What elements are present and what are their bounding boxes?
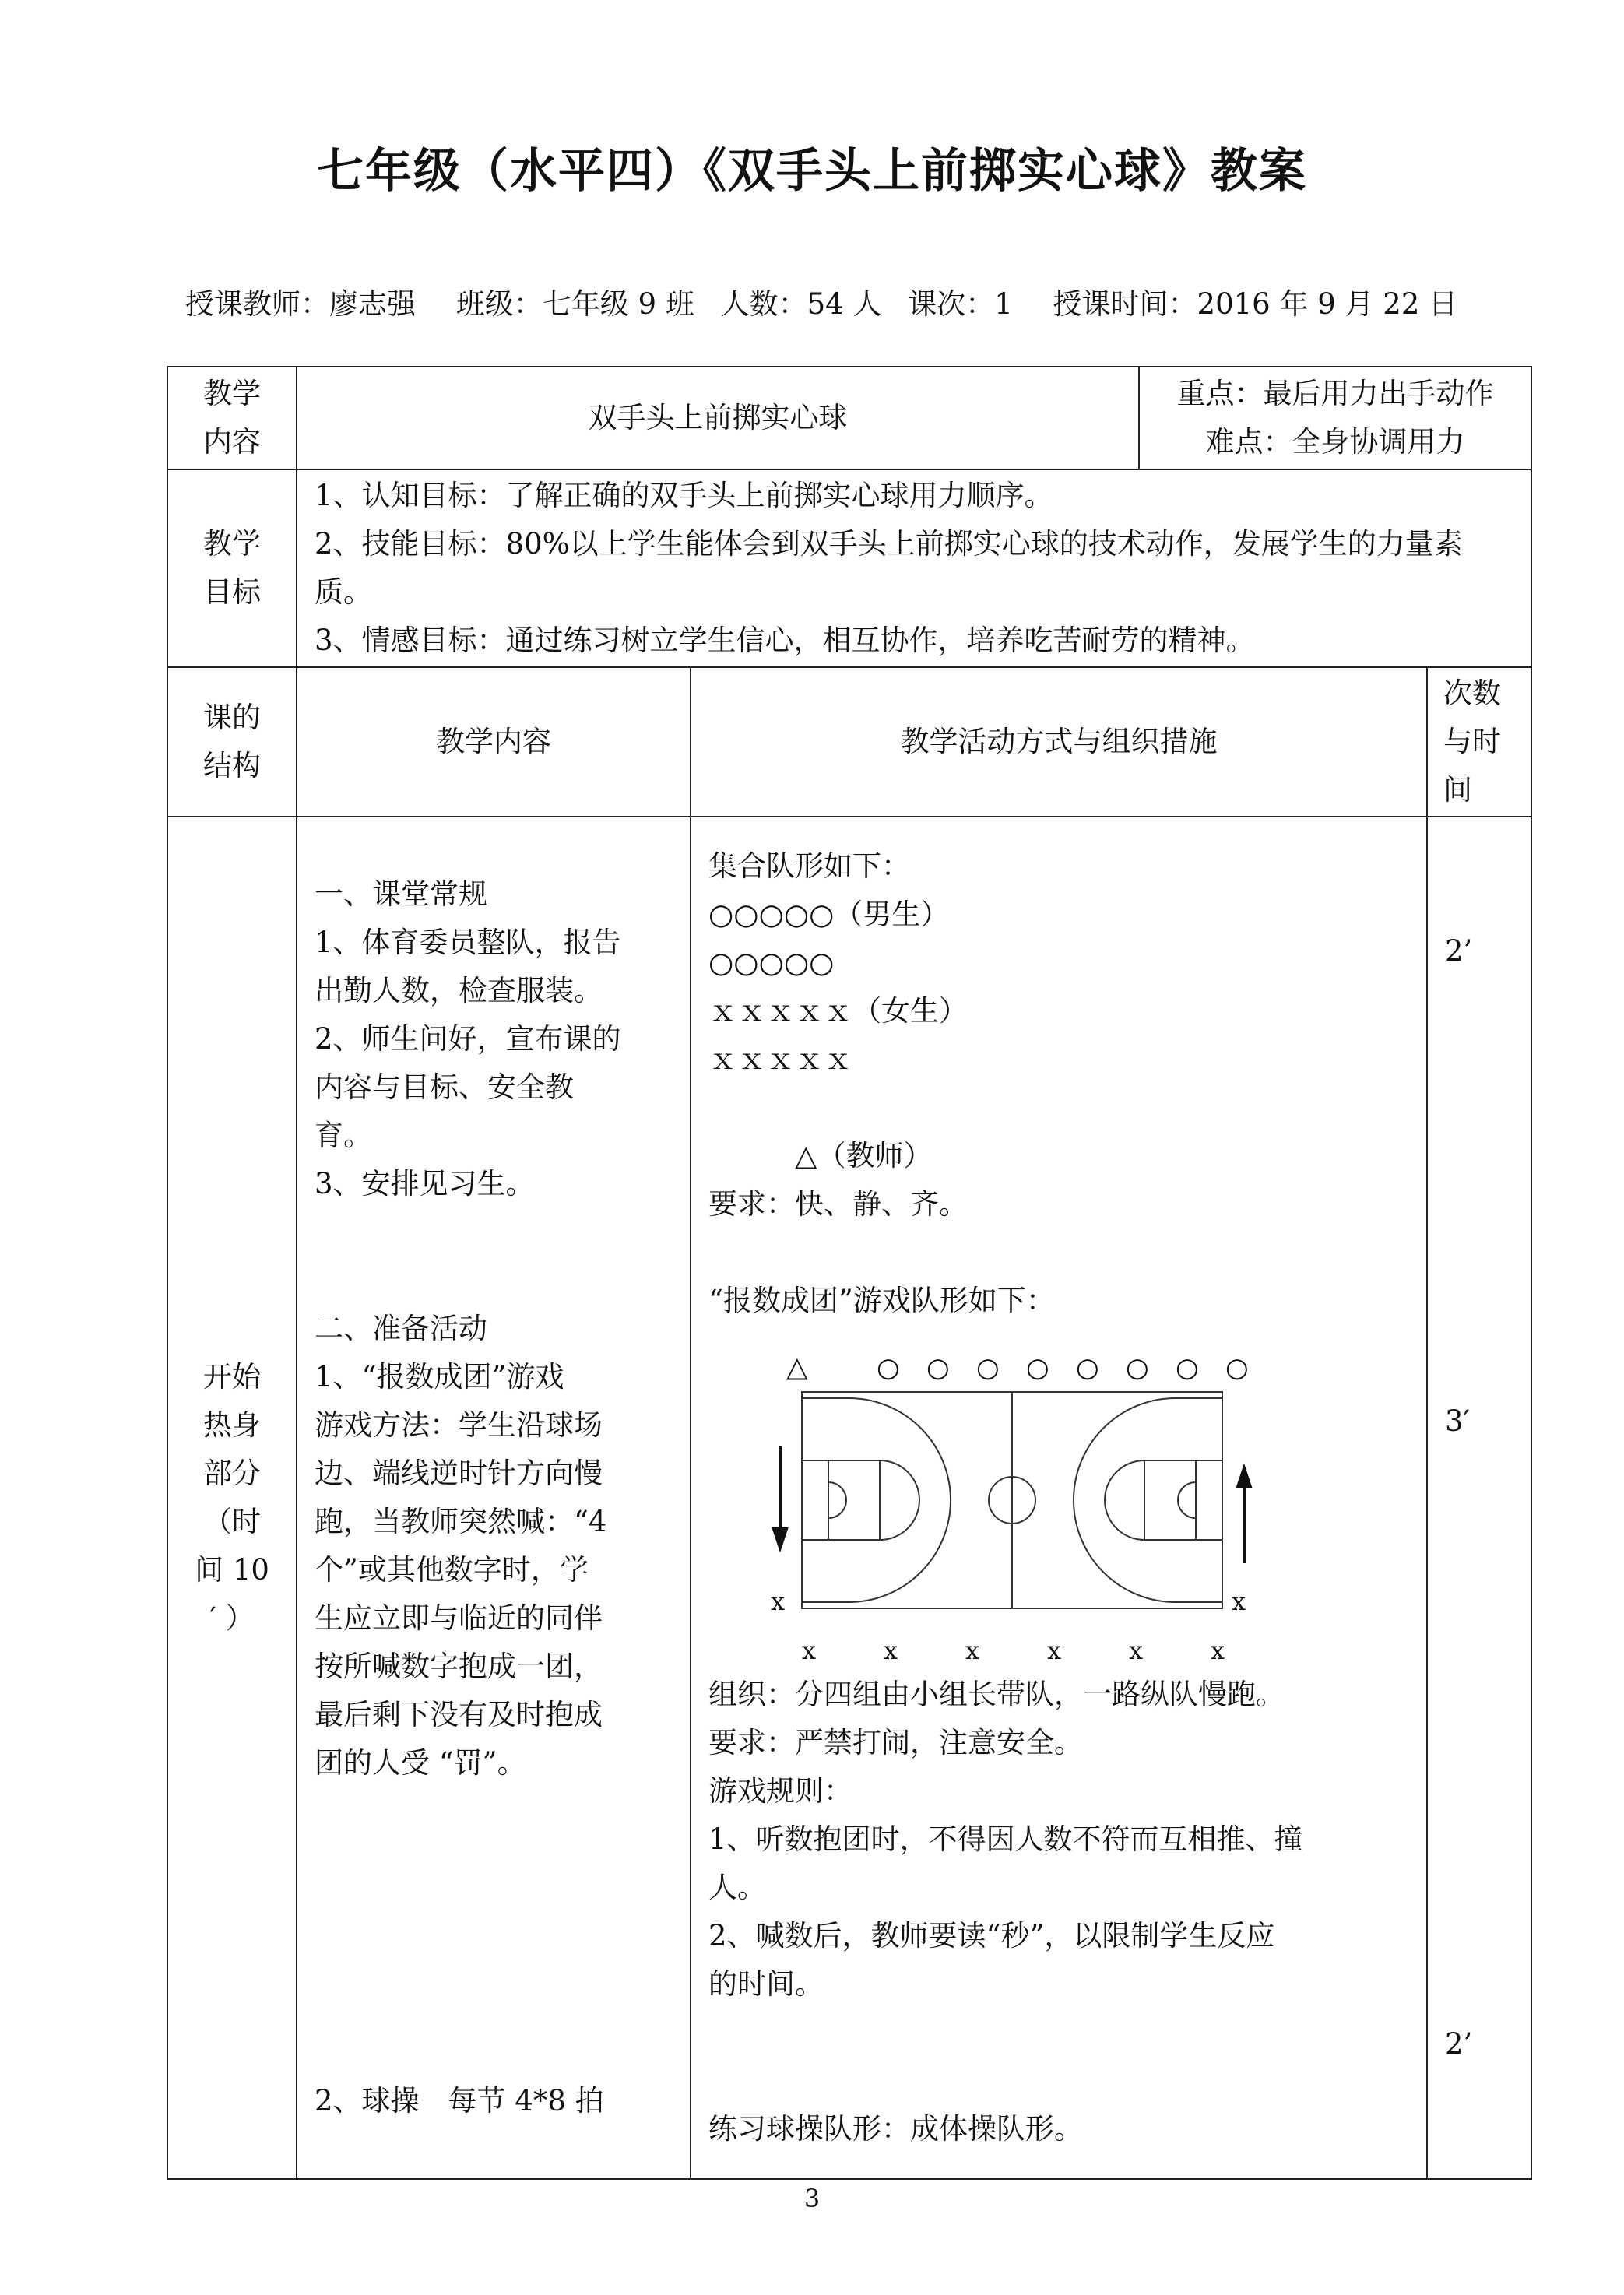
goal-cognitive: 1、认知目标：了解正确的双手头上前掷实心球用力顺序。 xyxy=(315,479,1053,512)
activity-line xyxy=(708,1228,1409,1277)
content-line: 出勤人数，检查服装。 xyxy=(315,974,603,1007)
row-table-header xyxy=(167,667,1531,817)
girl-mark: x xyxy=(965,1636,980,1665)
row-teaching-goals xyxy=(167,469,1531,667)
content-line: 内容与目标、安全教 xyxy=(315,1070,574,1104)
girl-mark: x xyxy=(1047,1636,1062,1665)
content-line xyxy=(315,1208,673,1256)
meta-teacher: 授课教师：廖志强 xyxy=(185,287,416,321)
content-line: 二、准备活动 xyxy=(315,1312,487,1345)
boy-mark: ○ xyxy=(926,1352,950,1383)
boy-mark: ○ xyxy=(976,1352,1000,1383)
boy-mark: ○ xyxy=(1076,1352,1099,1383)
side-mark-left: x xyxy=(771,1587,786,1616)
activity-line: 集合队形如下： xyxy=(708,849,910,883)
section-activity xyxy=(691,817,1427,2179)
girl-mark: x xyxy=(802,1636,817,1665)
row-teaching-content xyxy=(167,367,1531,469)
activity-line: 1、听数抱团时，不得因人数不符而互相推、撞 xyxy=(708,1822,1303,1856)
activity-line: ○○○○○（男生） xyxy=(708,898,950,931)
boy-mark: ○ xyxy=(1026,1352,1049,1383)
activity-line: 2、喊数后，教师要读“秒”，以限制学生反应 xyxy=(708,1919,1275,1952)
content-line xyxy=(315,1980,673,2029)
girl-marks xyxy=(802,1636,1225,1665)
header-structure: 课的 结构 xyxy=(167,667,297,817)
boy-marks xyxy=(877,1352,1249,1383)
activity-line: 组织：分四组由小组长带队，一路纵队慢跑。 xyxy=(708,1678,1285,1711)
section-label: 开始 热身 部分 （时 间 10 ′ ） xyxy=(167,817,297,2179)
activity-line: 的时间。 xyxy=(708,1967,824,2001)
activity-organization xyxy=(708,1671,1409,2153)
content-line: 团的人受 “罚”。 xyxy=(315,1746,526,1780)
lesson-plan-table xyxy=(167,366,1532,2180)
time-ball-exercise: 2’ xyxy=(1445,2027,1473,2061)
activity-line: △（教师） xyxy=(708,1139,933,1172)
content-line: 最后剩下没有及时抱成 xyxy=(315,1698,603,1731)
basketball-court-diagram xyxy=(771,1344,1409,1671)
activity-line: 游戏规则： xyxy=(708,1774,852,1808)
content-line: 边、端线逆时针方向慢 xyxy=(315,1457,603,1490)
lesson-meta xyxy=(185,280,1475,322)
meta-date: 授课时间：2016 年 9 月 22 日 xyxy=(1053,287,1458,321)
activity-line xyxy=(708,2009,1409,2057)
content-line xyxy=(315,2029,673,2077)
goal-skill: 2、技能目标：80%以上学生能体会到双手头上前掷实心球的技术动作，发展学生的力量素质。 xyxy=(315,527,1463,609)
teaching-content-value: 双手头上前掷实心球 xyxy=(297,367,1139,469)
difficulty-point: 难点：全身协调用力 xyxy=(1205,425,1465,459)
boy-mark: ○ xyxy=(1176,1352,1199,1383)
teacher-mark: △ xyxy=(786,1351,808,1383)
content-line: 3、安排见习生。 xyxy=(315,1167,535,1200)
activity-line: 练习球操队形：成体操队形。 xyxy=(708,2112,1083,2146)
content-line: 一、课堂常规 xyxy=(315,877,487,911)
row-warmup-section xyxy=(167,817,1531,2179)
activity-formation xyxy=(708,842,1409,1325)
content-line xyxy=(315,1787,673,1836)
header-time: 次数 与时 间 xyxy=(1427,667,1531,817)
time-game: 3′ xyxy=(1445,1404,1470,1438)
section-times xyxy=(1427,817,1531,2179)
meta-count: 人数：54 人 xyxy=(720,287,882,321)
key-point: 重点：最后用力出手动作 xyxy=(1176,377,1494,410)
label-teaching-content: 教学 内容 xyxy=(167,367,297,469)
content-line: 个”或其他数字时，学 xyxy=(315,1553,589,1587)
content-line xyxy=(315,1932,673,1980)
activity-line: ｘｘｘｘｘ（女生） xyxy=(708,994,968,1028)
girl-mark: x xyxy=(1129,1636,1144,1665)
key-points-cell xyxy=(1139,367,1531,469)
activity-line: ｘｘｘｘｘ xyxy=(708,1042,852,1076)
content-line: 1、“报数成团”游戏 xyxy=(315,1360,564,1394)
content-line: 2、球操 每节 4*8 拍 xyxy=(315,2084,604,2118)
content-line: 按所喊数字抱成一团， xyxy=(315,1650,603,1683)
content-line: 游戏方法：学生沿球场 xyxy=(315,1408,603,1442)
girl-mark: x xyxy=(884,1636,898,1665)
girl-mark: x xyxy=(1211,1636,1225,1665)
content-line: 1、体育委员整队，报告 xyxy=(315,926,621,959)
activity-line: 要求：严禁打闹，注意安全。 xyxy=(708,1726,1083,1759)
content-lines xyxy=(315,870,673,2125)
document-title: 七年级（水平四）《双手头上前掷实心球》教案 xyxy=(317,144,1307,199)
content-line: 生应立即与临近的同伴 xyxy=(315,1601,603,1635)
activity-line: ○○○○○ xyxy=(708,946,835,979)
boy-mark: ○ xyxy=(1225,1352,1249,1383)
teaching-goals-cell xyxy=(297,469,1531,667)
boy-mark: ○ xyxy=(1126,1352,1149,1383)
content-line xyxy=(315,1836,673,1884)
meta-class: 班级：七年级 9 班 xyxy=(455,287,694,321)
content-line: 跑，当教师突然喊：“4 xyxy=(315,1505,607,1538)
goal-emotion: 3、情感目标：通过练习树立学生信心，相互协作，培养吃苦耐劳的精神。 xyxy=(315,624,1255,657)
court-lines xyxy=(802,1392,1222,1608)
section-content xyxy=(297,817,691,2179)
activity-line: 要求：快、静、齐。 xyxy=(708,1187,968,1221)
time-routine: 2’ xyxy=(1445,934,1473,968)
label-teaching-goals: 教学 目标 xyxy=(167,469,297,667)
content-line xyxy=(315,1884,673,1932)
content-line: 育。 xyxy=(315,1119,372,1152)
activity-line xyxy=(708,1084,1409,1132)
header-activity: 教学活动方式与组织措施 xyxy=(691,667,1427,817)
header-content: 教学内容 xyxy=(297,667,691,817)
meta-lesson: 课次：1 xyxy=(908,287,1013,321)
page-number: 3 xyxy=(803,2184,821,2213)
activity-line xyxy=(708,2057,1409,2105)
content-line xyxy=(315,1256,673,1305)
activity-line: 人。 xyxy=(708,1871,766,1904)
side-mark-right: x xyxy=(1232,1587,1246,1616)
boy-mark: ○ xyxy=(877,1352,900,1383)
content-line: 2、师生问好，宣布课的 xyxy=(315,1022,621,1056)
activity-line: “报数成团”游戏队形如下： xyxy=(708,1284,1055,1317)
